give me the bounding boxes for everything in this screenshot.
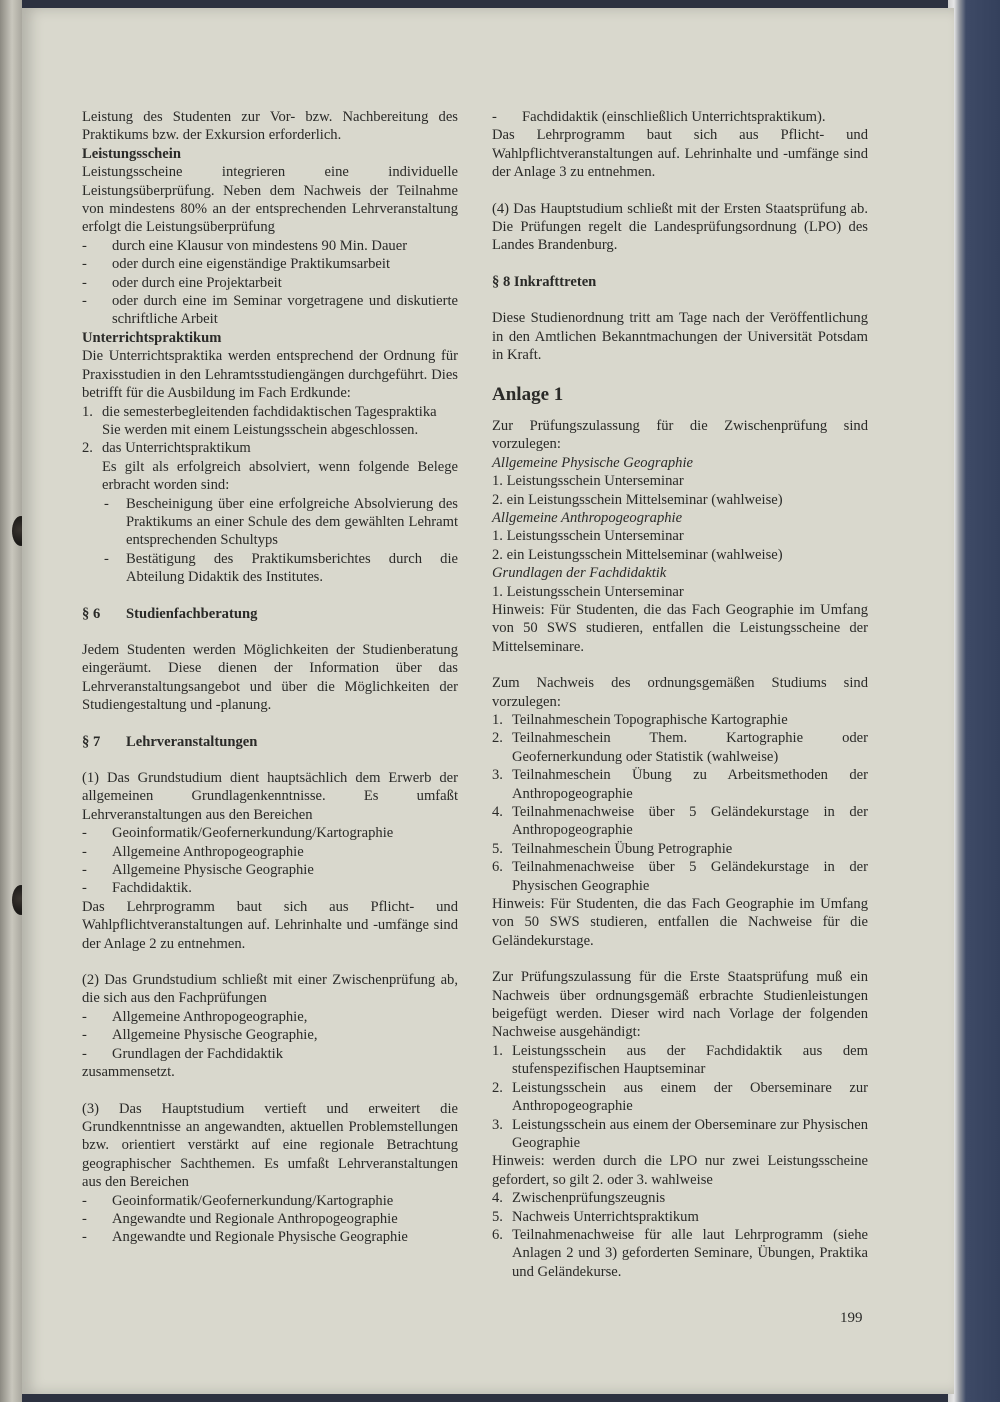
numbered-item: 2. das Unterrichtspraktikum xyxy=(82,440,251,457)
page-number: 199 xyxy=(840,1310,863,1326)
group-title: Grundlagen der Fachdidaktik xyxy=(492,565,667,582)
subheading-unterrichtspraktikum: Unterrichtspraktikum xyxy=(82,329,222,346)
section-heading-7: § 7 Lehrveranstaltungen xyxy=(82,733,258,750)
paragraph: (1) Das Grundstudium dient hauptsächlich dem Erwerb der allgemeinen Grundlagenkenntnisse. Es umfaßt Lehrveranstaltungen aus den Bereichen xyxy=(82,770,458,823)
list-leistungsschein xyxy=(82,237,458,329)
numbered-item: 6. Teilnahmenachweise für alle laut Lehrprogramm (siehe Anlagen 2 und 3) geforderten Seminare, Übungen, Praktika und Geländekurse. xyxy=(492,1226,868,1280)
document-page xyxy=(22,8,954,1394)
paragraph: (4) Das Hauptstudium schließt mit der Ersten Staatsprüfung ab. Die Prüfungen regelt die Landesprüfungsordnung (LPO) des Landes Brandenburg. xyxy=(492,200,868,254)
list-item: - Allgemeine Physische Geographie xyxy=(82,862,314,879)
list-item: 1. Leistungsschein Unterseminar xyxy=(492,473,684,490)
list-item: - Grundlagen der Fachdidaktik xyxy=(82,1045,284,1062)
paragraph: Jedem Studenten werden Möglichkeiten der Studienberatung eingeräumt. Diese dienen der Information über das Lehrveranstaltungsangebot und über die Möglichkeiten der Studiengestaltung und -planung. xyxy=(82,641,458,714)
subheading-leistungsschein: Leistungsschein xyxy=(82,145,181,162)
paragraph: Diese Studienordnung tritt am Tage nach der Veröffentlichung in den Amtlichen Bekanntmachungen der Universität Potsdam in Kraft. xyxy=(492,310,868,364)
book-cover-edge xyxy=(948,0,1000,1402)
list-item: - Geoinformatik/Geofernerkundung/Kartographie xyxy=(82,825,394,842)
list-item: 1. Leistungsschein Unterseminar xyxy=(492,528,684,545)
paragraph: Das Lehrprogramm baut sich aus Pflicht- und Wahlpflichtveranstaltungen auf. Lehrinhalte und -umfänge sind der Anlage 3 zu entnehmen. xyxy=(492,127,868,181)
numbered-item: 1. die semesterbegleitenden fachdidaktischen Tagespraktika xyxy=(82,403,437,420)
list-item: - oder durch eine eigenständige Praktikumsarbeit xyxy=(82,256,391,273)
numbered-item: 2. Teilnahmeschein Them. Kartographie oder Geofernerkundung oder Statistik (wahlweise) xyxy=(492,730,868,765)
numbered-item: 1. Teilnahmeschein Topographische Kartographie xyxy=(492,711,788,728)
list-item: - durch eine Klausur von mindestens 90 Min. Dauer xyxy=(82,237,408,254)
left-page-edge xyxy=(0,0,22,1402)
paragraph: Das Lehrprogramm baut sich aus Pflicht- und Wahlpflichtveranstaltungen auf. Lehrinhalte und -umfänge sind der Anlage 2 zu entnehmen. xyxy=(82,898,458,952)
group-title: Allgemeine Anthropogeographie xyxy=(492,509,683,526)
paragraph: Leistungsscheine integrieren eine individuelle Leistungsüberprüfung. Neben dem Nachweis der Teilnahme von mindestens 80% an der entsprechenden Lehrveranstaltung erfolgt die Leistungsüberprüfung xyxy=(82,164,458,236)
list-item: - oder durch eine Projektarbeit xyxy=(82,274,282,291)
numbered-item: 3. Teilnahmeschein Übung zu Arbeitsmethoden der Anthropogeographie xyxy=(492,767,868,802)
paragraph: Leistung des Studenten zur Vor- bzw. Nachbereitung des Praktikums bzw. der Exkursion erforderlich. xyxy=(82,109,458,144)
list-item: 2. ein Leistungsschein Mittelseminar (wahlweise) xyxy=(492,546,783,563)
paragraph: Sie werden mit einem Leistungsschein abgeschlossen. xyxy=(102,421,419,438)
numbered-item: 3. Leistungsschein aus einem der Oberseminare zur Physischen Geographie xyxy=(492,1116,868,1151)
list-item: - Fachdidaktik. xyxy=(82,880,192,897)
paragraph: (3) Das Hauptstudium vertieft und erweitert die Grundkenntnisse an angewandten, aktuellen Problemstellungen bzw. orientiert verstärkt auf eine regionale Betrachtung geographischer Sachthemen. Es umfaßt Lehrveranstaltungen aus den Bereichen xyxy=(82,1100,458,1191)
paragraph: Es gilt als erfolgreich absolviert, wenn folgende Belege erbracht worden sind: xyxy=(102,458,458,494)
paragraph: (2) Das Grundstudium schließt mit einer Zwischenprüfung ab, die sich aus den Fachprüfungen xyxy=(82,972,458,1007)
paragraph: Zur Prüfungszulassung für die Zwischenprüfung sind vorzulegen: xyxy=(492,417,868,453)
list-item: - oder durch eine im Seminar vorgetragene und diskutierte schriftliche Arbeit xyxy=(82,293,458,328)
list-item: - Allgemeine Anthropogeographie, xyxy=(82,1008,308,1025)
paragraph: Die Unterrichtspraktika werden entsprechend der Ordnung für Praxisstudien in den Lehramtsstudiengängen durchgeführt. Dies betrifft für die Ausbildung im Fach Erdkunde: xyxy=(82,348,458,402)
numbered-item: 1. Leistungsschein aus der Fachdidaktik aus dem stufenspezifischen Hauptseminar xyxy=(492,1042,868,1078)
section-heading-6: § 6 Studienfachberatung xyxy=(82,605,258,622)
list-item: - Allgemeine Physische Geographie, xyxy=(82,1027,318,1044)
list-item: - Geoinformatik/Geofernerkundung/Kartographie xyxy=(82,1192,394,1209)
list-item: 2. ein Leistungsschein Mittelseminar (wahlweise) xyxy=(492,491,783,508)
section-heading-8: § 8 Inkrafttreten xyxy=(492,273,597,290)
numbered-item: 5. Nachweis Unterrichtspraktikum xyxy=(492,1208,699,1225)
note: Hinweis: Für Studenten, die das Fach Geographie im Umfang von 50 SWS studieren, entfallen die Leistungsscheine der Mittelseminare. xyxy=(492,601,868,655)
paragraph: Zum Nachweis des ordnungsgemäßen Studiums sind vorzulegen: xyxy=(492,675,868,710)
appendix-title: Anlage 1 xyxy=(492,384,564,406)
list-item: - Angewandte und Regionale Anthropogeographie xyxy=(82,1210,398,1227)
note: Hinweis: werden durch die LPO nur zwei Leistungsscheine gefordert, so gilt 2. oder 3. wahlweise xyxy=(492,1153,868,1188)
paragraph: zusammensetzt. xyxy=(82,1064,175,1081)
list-item: - Bestätigung des Praktikumsberichtes durch die Abteilung Didaktik des Institutes. xyxy=(104,550,458,586)
list-item: - Allgemeine Anthropogeographie xyxy=(82,843,304,860)
list-item: 1. Leistungsschein Unterseminar xyxy=(492,583,684,600)
list-item: - Fachdidaktik (einschließlich Unterrichtspraktikum). xyxy=(492,109,826,125)
group-title: Allgemeine Physische Geographie xyxy=(492,454,694,471)
left-column xyxy=(82,108,458,1247)
paragraph: Zur Prüfungszulassung für die Erste Staatsprüfung muß ein Nachweis über ordnungsgemäß erbrachte Studienleistungen beigefügt werden. Dieser wird nach Vorlage der folgenden Nachweise ausgehändigt: xyxy=(492,969,868,1041)
list-item: - Angewandte und Regionale Physische Geographie xyxy=(82,1229,408,1246)
right-column xyxy=(492,108,868,1281)
list-item: - Bescheinigung über eine erfolgreiche Absolvierung des Praktikums an einer Schule des dem gewählten Lehramt entsprechenden Schultyps xyxy=(104,495,458,549)
numbered-item: 5. Teilnahmeschein Übung Petrographie xyxy=(492,840,733,857)
numbered-item: 2. Leistungsschein aus einem der Oberseminare zur Anthropogeographie xyxy=(492,1079,868,1115)
note: Hinweis: Für Studenten, die das Fach Geographie im Umfang von 50 SWS studieren, entfallen die Nachweise für die Geländekurstage. xyxy=(492,896,868,949)
numbered-item: 4. Zwischenprüfungszeugnis xyxy=(492,1190,666,1207)
numbered-item: 4. Teilnahmenachweise über 5 Geländekurstage in der Anthropogeographie xyxy=(492,804,868,839)
numbered-item: 6. Teilnahmenachweise über 5 Geländekurstage in der Physischen Geographie xyxy=(492,859,868,894)
